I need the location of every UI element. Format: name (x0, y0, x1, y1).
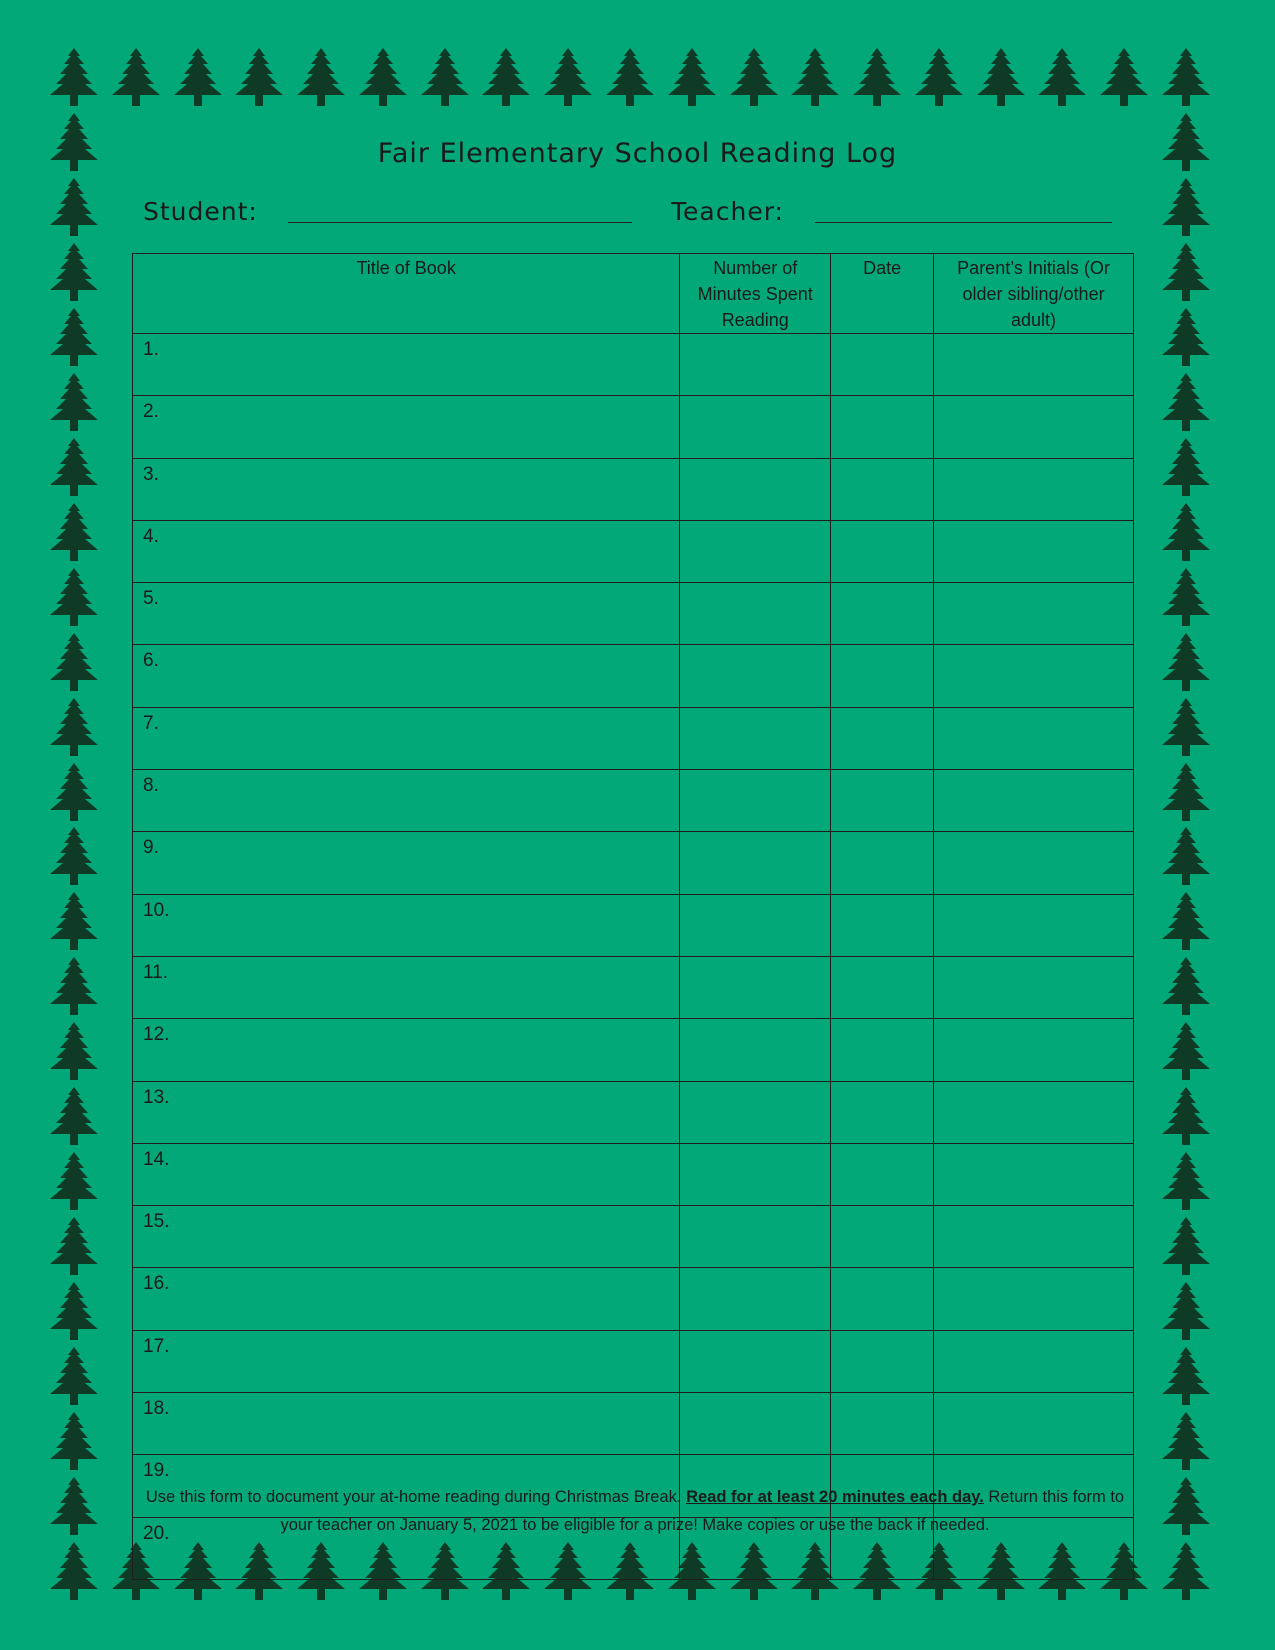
minutes-cell[interactable] (680, 770, 831, 832)
initials-cell[interactable] (934, 1206, 1134, 1268)
christmas-tree-icon (44, 176, 104, 238)
footer-text-2: Return this form to your teacher on January 5, 2021 to be eligible for a prize! Make copies or use the back if needed. (280, 1488, 1125, 1534)
date-cell[interactable] (831, 894, 934, 956)
table-header-row (133, 254, 1134, 334)
page-title: Fair Elementary School Reading Log (377, 138, 898, 169)
christmas-tree-icon (538, 46, 598, 108)
minutes-cell[interactable] (680, 1019, 831, 1081)
table-row (133, 1143, 1134, 1205)
row-number: 12. (143, 1024, 170, 1046)
date-cell[interactable] (831, 832, 934, 894)
christmas-tree-icon (44, 696, 104, 758)
book-title-cell[interactable] (133, 1206, 680, 1268)
christmas-tree-icon (44, 1280, 104, 1342)
christmas-tree-icon (353, 46, 413, 108)
footer-instructions (140, 1483, 1130, 1539)
minutes-cell[interactable] (680, 1206, 831, 1268)
date-cell[interactable] (831, 334, 934, 396)
minutes-cell[interactable] (680, 1081, 831, 1143)
row-number: 15. (143, 1211, 170, 1233)
date-cell[interactable] (831, 458, 934, 520)
date-cell[interactable] (831, 1268, 934, 1330)
christmas-tree-icon (1156, 566, 1216, 628)
initials-cell[interactable] (934, 1393, 1134, 1455)
christmas-tree-icon (600, 46, 660, 108)
minutes-cell[interactable] (680, 334, 831, 396)
row-number: 11. (143, 961, 169, 983)
christmas-tree-icon (1156, 46, 1216, 108)
minutes-cell[interactable] (680, 1143, 831, 1205)
christmas-tree-icon (1156, 1540, 1216, 1602)
book-title-cell[interactable] (133, 1019, 680, 1081)
book-title-cell[interactable] (133, 396, 680, 458)
table-row (133, 583, 1134, 645)
table-row (133, 770, 1134, 832)
table-row (133, 520, 1134, 582)
date-cell[interactable] (831, 707, 934, 769)
christmas-tree-icon (44, 955, 104, 1017)
date-cell[interactable] (831, 1206, 934, 1268)
header-title-of-book: Title of Book (133, 254, 680, 334)
christmas-tree-icon (785, 46, 845, 108)
initials-cell[interactable] (934, 583, 1134, 645)
date-cell[interactable] (831, 770, 934, 832)
footer-text-1: Use this form to document your at-home reading during Christmas Break. (145, 1488, 682, 1506)
initials-cell[interactable] (934, 956, 1134, 1018)
christmas-tree-icon (291, 46, 351, 108)
minutes-cell[interactable] (680, 707, 831, 769)
christmas-tree-icon (1156, 631, 1216, 693)
reading-log-table (132, 253, 1134, 1580)
date-cell[interactable] (831, 956, 934, 1018)
christmas-tree-icon (44, 371, 104, 433)
christmas-tree-icon (909, 46, 969, 108)
book-title-cell[interactable] (133, 770, 680, 832)
initials-cell[interactable] (934, 832, 1134, 894)
table-row (133, 396, 1134, 458)
christmas-tree-icon (1156, 1280, 1216, 1342)
christmas-tree-icon (44, 501, 104, 563)
book-title-cell[interactable] (133, 707, 680, 769)
christmas-tree-icon (44, 761, 104, 823)
date-cell[interactable] (831, 1143, 934, 1205)
header-date: Date (831, 254, 934, 334)
christmas-tree-icon (1156, 436, 1216, 498)
christmas-tree-icon (44, 1150, 104, 1212)
book-title-cell[interactable] (133, 645, 680, 707)
row-number: 9. (143, 837, 159, 859)
christmas-tree-icon (415, 46, 475, 108)
student-label: Student: (143, 197, 258, 226)
christmas-tree-icon (229, 46, 289, 108)
table-row (133, 458, 1134, 520)
christmas-tree-icon (44, 46, 104, 108)
christmas-tree-icon (847, 46, 907, 108)
book-title-cell[interactable] (133, 1268, 680, 1330)
minutes-cell[interactable] (680, 645, 831, 707)
minutes-cell[interactable] (680, 1393, 831, 1455)
christmas-tree-icon (44, 306, 104, 368)
table-row (133, 707, 1134, 769)
christmas-tree-icon (44, 566, 104, 628)
row-number: 20. (143, 1522, 170, 1544)
table-row (133, 894, 1134, 956)
date-cell[interactable] (831, 396, 934, 458)
table-row (133, 956, 1134, 1018)
initials-cell[interactable] (934, 894, 1134, 956)
christmas-tree-icon (1156, 501, 1216, 563)
row-number: 17. (143, 1335, 170, 1357)
christmas-tree-icon (1156, 696, 1216, 758)
minutes-cell[interactable] (680, 458, 831, 520)
row-number: 2. (143, 401, 159, 423)
date-cell[interactable] (831, 1081, 934, 1143)
christmas-tree-icon (44, 890, 104, 952)
table-row (133, 1393, 1134, 1455)
christmas-tree-icon (1156, 1020, 1216, 1082)
christmas-tree-icon (1156, 1410, 1216, 1472)
row-number: 6. (143, 650, 159, 672)
initials-cell[interactable] (934, 1330, 1134, 1392)
initials-cell[interactable] (934, 520, 1134, 582)
book-title-cell[interactable] (133, 1143, 680, 1205)
date-cell[interactable] (831, 1330, 934, 1392)
book-title-cell[interactable] (133, 956, 680, 1018)
minutes-cell[interactable] (680, 956, 831, 1018)
minutes-cell[interactable] (680, 1330, 831, 1392)
table-row (133, 645, 1134, 707)
christmas-tree-icon (44, 1215, 104, 1277)
row-number: 3. (143, 463, 159, 485)
row-number: 10. (143, 899, 170, 921)
christmas-tree-icon (476, 46, 536, 108)
christmas-tree-icon (44, 1085, 104, 1147)
initials-cell[interactable] (934, 770, 1134, 832)
table-row (133, 1330, 1134, 1392)
christmas-tree-icon (44, 1475, 104, 1537)
initials-cell[interactable] (934, 1143, 1134, 1205)
christmas-tree-icon (1156, 371, 1216, 433)
christmas-tree-icon (44, 1540, 104, 1602)
book-title-cell[interactable] (133, 520, 680, 582)
christmas-tree-icon (1032, 46, 1092, 108)
minutes-cell[interactable] (680, 1268, 831, 1330)
row-number: 16. (143, 1273, 170, 1295)
christmas-tree-icon (1156, 1085, 1216, 1147)
row-number: 1. (143, 339, 159, 360)
christmas-tree-icon (1156, 825, 1216, 887)
christmas-tree-icon (1156, 1345, 1216, 1407)
christmas-tree-icon (44, 1345, 104, 1407)
table-row (133, 832, 1134, 894)
christmas-tree-icon (1156, 241, 1216, 303)
christmas-tree-icon (1156, 306, 1216, 368)
book-title-cell[interactable] (133, 1330, 680, 1392)
student-name-line[interactable] (288, 222, 632, 223)
table-row (133, 1268, 1134, 1330)
christmas-tree-icon (1156, 955, 1216, 1017)
christmas-tree-icon (1156, 176, 1216, 238)
date-cell[interactable] (831, 1393, 934, 1455)
header-parent-initials: Parent’s Initials (Or older sibling/other adult) (934, 254, 1134, 334)
minutes-cell[interactable] (680, 832, 831, 894)
christmas-tree-icon (1156, 1215, 1216, 1277)
teacher-name-line[interactable] (815, 222, 1112, 223)
row-number: 5. (143, 588, 159, 610)
row-number: 14. (143, 1148, 170, 1170)
table-row (133, 334, 1134, 396)
initials-cell[interactable] (934, 1081, 1134, 1143)
row-number: 4. (143, 525, 159, 547)
christmas-tree-icon (971, 46, 1031, 108)
table-row (133, 1019, 1134, 1081)
table-row (133, 1081, 1134, 1143)
christmas-tree-icon (1156, 890, 1216, 952)
christmas-tree-icon (662, 46, 722, 108)
initials-cell[interactable] (934, 707, 1134, 769)
teacher-label: Teacher: (671, 197, 784, 226)
date-cell[interactable] (831, 520, 934, 582)
date-cell[interactable] (831, 583, 934, 645)
christmas-tree-icon (44, 436, 104, 498)
christmas-tree-icon (1156, 1150, 1216, 1212)
minutes-cell[interactable] (680, 396, 831, 458)
christmas-tree-icon (106, 46, 166, 108)
header-minutes: Number of Minutes Spent Reading (680, 254, 831, 334)
initials-cell[interactable] (934, 1268, 1134, 1330)
christmas-tree-icon (44, 631, 104, 693)
date-cell[interactable] (831, 1019, 934, 1081)
footer-emphasis: Read for at least 20 minutes each day. (686, 1488, 984, 1506)
christmas-tree-icon (1094, 46, 1154, 108)
table-row (133, 1206, 1134, 1268)
book-title-cell[interactable] (133, 458, 680, 520)
date-cell[interactable] (831, 645, 934, 707)
row-number: 18. (143, 1398, 170, 1420)
book-title-cell[interactable] (133, 1393, 680, 1455)
book-title-cell[interactable] (133, 894, 680, 956)
christmas-tree-icon (1156, 761, 1216, 823)
book-title-cell[interactable] (133, 334, 680, 396)
initials-cell[interactable] (934, 334, 1134, 396)
book-title-cell[interactable] (133, 583, 680, 645)
initials-cell[interactable] (934, 396, 1134, 458)
row-number: 8. (143, 775, 159, 797)
christmas-tree-icon (44, 1020, 104, 1082)
christmas-tree-icon (1156, 1475, 1216, 1537)
christmas-tree-icon (724, 46, 784, 108)
christmas-tree-icon (168, 46, 228, 108)
initials-cell[interactable] (934, 458, 1134, 520)
minutes-cell[interactable] (680, 520, 831, 582)
initials-cell[interactable] (934, 1019, 1134, 1081)
christmas-tree-icon (44, 825, 104, 887)
book-title-cell[interactable] (133, 832, 680, 894)
christmas-tree-icon (44, 241, 104, 303)
row-number: 19. (143, 1460, 170, 1482)
christmas-tree-icon (44, 1410, 104, 1472)
row-number: 7. (143, 712, 159, 734)
book-title-cell[interactable] (133, 1081, 680, 1143)
minutes-cell[interactable] (680, 583, 831, 645)
minutes-cell[interactable] (680, 894, 831, 956)
initials-cell[interactable] (934, 645, 1134, 707)
row-number: 13. (143, 1086, 170, 1108)
